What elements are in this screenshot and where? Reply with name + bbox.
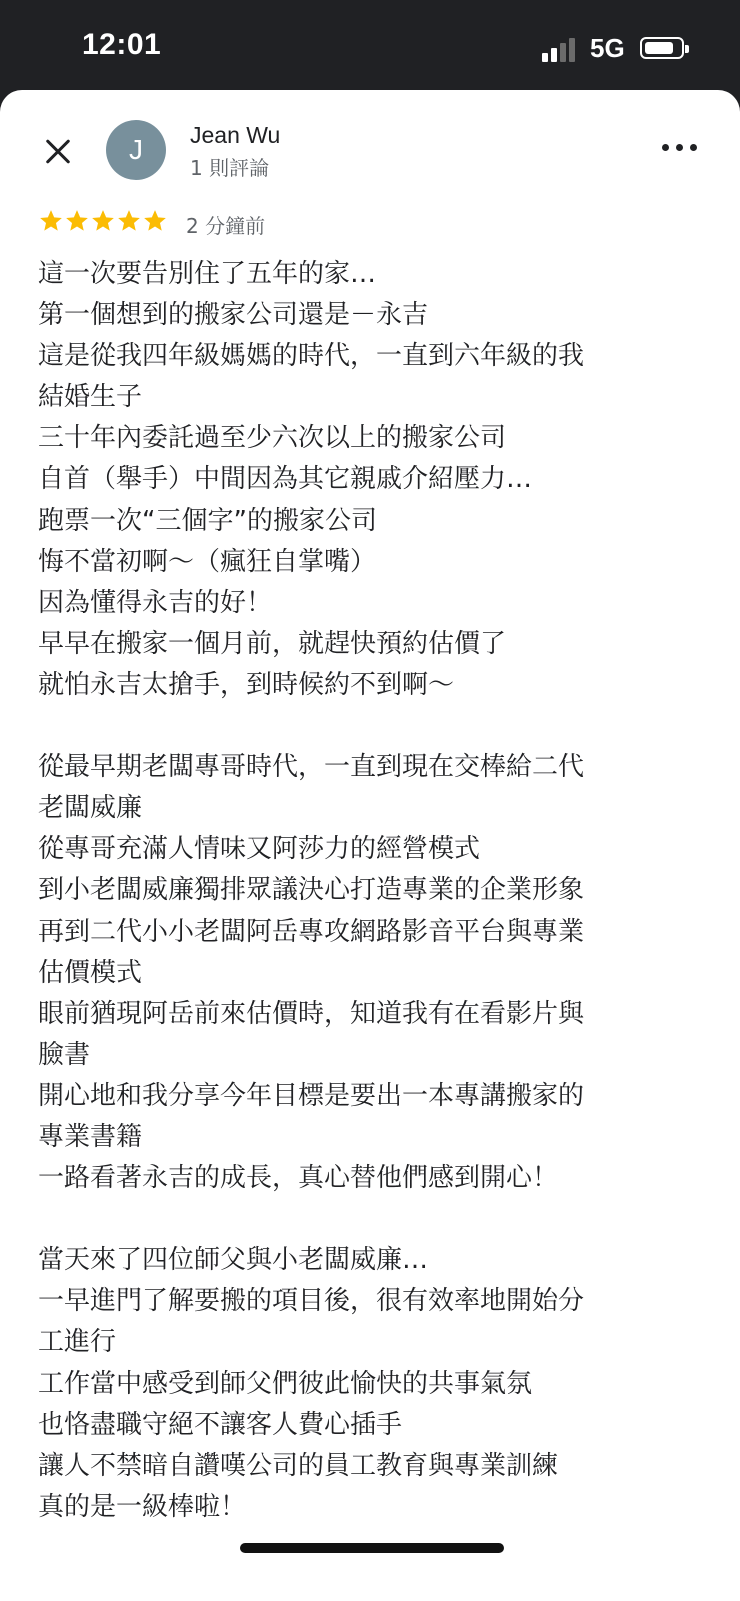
battery-icon: [640, 37, 684, 59]
status-bar: [0, 0, 740, 92]
review-line: 第一個想到的搬家公司還是－永吉: [38, 300, 429, 331]
review-line: 就怕永吉太搶手，到時候約不到啊～: [38, 669, 455, 700]
star-rating: [38, 208, 168, 236]
review-line: 也恪盡職守絕不讓客人費心插手: [38, 1409, 403, 1440]
review-line: 三十年內委託過至少六次以上的搬家公司: [38, 423, 507, 454]
home-indicator[interactable]: [240, 1543, 504, 1553]
review-line: 開心地和我分享今年目標是要出一本專講搬家的: [38, 1080, 585, 1111]
review-line: 眼前猶現阿岳前來估價時，知道我有在看影片與: [38, 998, 585, 1029]
reviewer-name[interactable]: Jean Wu: [190, 122, 281, 148]
star-icon: [116, 208, 142, 234]
review-sheet: [0, 90, 740, 1601]
review-line: 工作當中感受到師父們彼此愉快的共事氣氛: [38, 1368, 533, 1399]
review-line: 老闆威廉: [38, 793, 143, 824]
more-horizontal-icon[interactable]: [662, 134, 698, 158]
review-line: 專業書籍: [38, 1121, 143, 1152]
review-line: 真的是一級棒啦！: [38, 1491, 247, 1522]
review-line: 從最早期老闆專哥時代，一直到現在交棒給二代: [38, 752, 585, 783]
review-count: 1 則評論: [190, 156, 270, 180]
network-type: 5G: [590, 33, 625, 63]
review-line: 這一次要告別住了五年的家…: [38, 259, 377, 289]
review-line: 跑票一次“三個字”的搬家公司: [38, 505, 377, 536]
star-icon: [142, 208, 168, 234]
review-line: 一早進門了解要搬的項目後，很有效率地開始分: [38, 1286, 585, 1317]
review-line: 這是從我四年級媽媽的時代，一直到六年級的我: [38, 341, 585, 372]
avatar[interactable]: J: [106, 120, 166, 180]
star-icon: [64, 208, 90, 234]
review-line: 臉書: [38, 1039, 91, 1070]
review-text: [38, 254, 718, 1528]
review-line: 從專哥充滿人情味又阿莎力的經營模式: [38, 834, 481, 865]
status-time: 12:01: [82, 28, 162, 61]
review-line: 結婚生子: [38, 382, 143, 413]
review-line: 當天來了四位師父與小老闆威廉…: [38, 1245, 429, 1276]
star-icon: [90, 208, 116, 234]
review-line: 估價模式: [38, 957, 143, 988]
review-line: 到小老闆威廉獨排眾議決心打造專業的企業形象: [38, 875, 585, 906]
signal-bars-icon: [542, 36, 578, 62]
review-line: [38, 1199, 718, 1240]
review-line: [38, 706, 718, 747]
review-line: 因為懂得永吉的好！: [38, 587, 273, 618]
review-line: 早早在搬家一個月前，就趕快預約估價了: [38, 628, 507, 659]
star-icon: [38, 208, 64, 234]
close-icon[interactable]: [38, 130, 82, 174]
review-line: 一路看著永吉的成長，真心替他們感到開心！: [38, 1163, 559, 1194]
review-time: 2 分鐘前: [186, 214, 266, 238]
review-line: 自首（舉手）中間因為其它親戚介紹壓力…: [38, 464, 533, 495]
review-line: 讓人不禁暗自讚嘆公司的員工教育與專業訓練: [38, 1450, 559, 1481]
review-line: 悔不當初啊～（瘋狂自掌嘴）: [38, 546, 377, 577]
review-line: 再到二代小小老闆阿岳專攻網路影音平台與專業: [38, 916, 585, 947]
review-line: 工進行: [38, 1327, 117, 1358]
